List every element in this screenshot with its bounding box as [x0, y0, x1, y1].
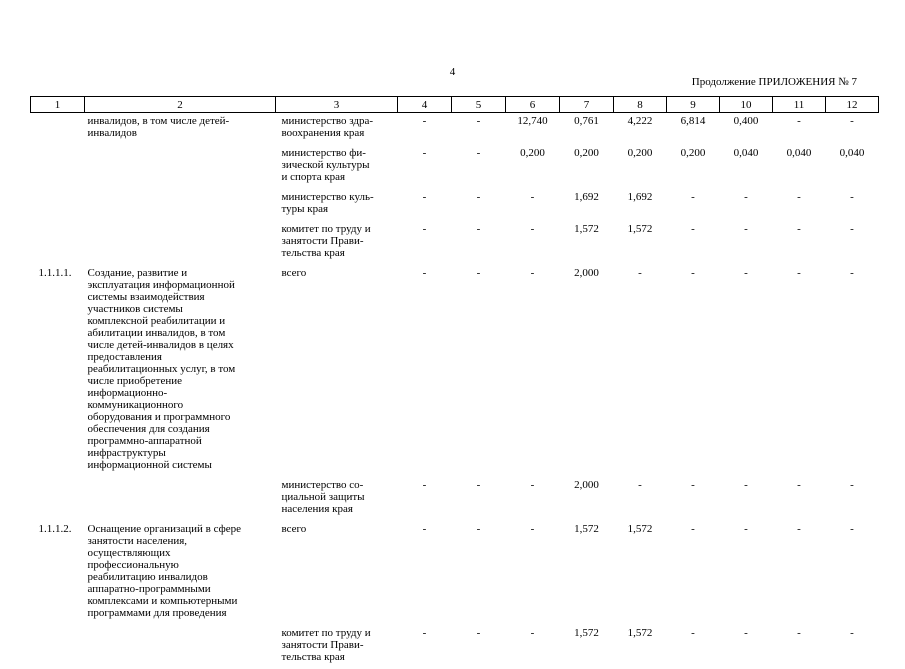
row-value: 2,000	[560, 265, 614, 477]
row-executor: всего	[276, 265, 398, 477]
table-row	[31, 477, 879, 521]
column-number: 2	[85, 97, 276, 113]
row-activity-name: инвалидов, в том числе детей- инвалидов	[85, 113, 276, 146]
row-code	[31, 113, 85, 146]
row-code	[31, 625, 85, 669]
row-executor: министерство фи- зической культуры и спорта края	[276, 145, 398, 189]
row-value: -	[720, 265, 773, 477]
row-executor: всего	[276, 521, 398, 625]
row-value: -	[826, 477, 879, 521]
column-number: 6	[506, 97, 560, 113]
row-value: -	[506, 265, 560, 477]
row-value: -	[506, 625, 560, 669]
column-number: 3	[276, 97, 398, 113]
row-value: 6,814	[667, 113, 720, 146]
row-value: -	[452, 221, 506, 265]
table-row	[31, 625, 879, 669]
row-value: -	[667, 265, 720, 477]
row-value: -	[667, 625, 720, 669]
row-value: -	[667, 189, 720, 221]
row-executor: министерство со- циальной защиты населения края	[276, 477, 398, 521]
row-value: 0,040	[826, 145, 879, 189]
row-value: -	[773, 625, 826, 669]
row-value: -	[452, 521, 506, 625]
row-code	[31, 189, 85, 221]
row-value: -	[614, 265, 667, 477]
row-value: 0,200	[667, 145, 720, 189]
row-activity-name	[85, 625, 276, 669]
table-body	[31, 113, 879, 669]
row-value: -	[720, 189, 773, 221]
column-number: 12	[826, 97, 879, 113]
row-executor: министерство здра- воохранения края	[276, 113, 398, 146]
row-value: -	[720, 221, 773, 265]
row-executor: комитет по труду и занятости Прави- тельства края	[276, 625, 398, 669]
row-activity-name	[85, 189, 276, 221]
row-value: 1,572	[560, 521, 614, 625]
row-value: -	[398, 625, 452, 669]
row-activity-name	[85, 477, 276, 521]
table-row	[31, 521, 879, 625]
row-code: 1.1.1.2.	[31, 521, 85, 625]
row-value: 1,572	[614, 521, 667, 625]
row-value: 1,692	[614, 189, 667, 221]
row-value: -	[826, 189, 879, 221]
appendix-table	[30, 96, 879, 669]
row-value: -	[398, 189, 452, 221]
row-activity-name: Оснащение организаций в сфере занятости населения, осуществляющих профессиональную реабилитацию инвалидов аппаратно-программными комплексами и компьютерными программами для проведения	[85, 521, 276, 625]
row-value: -	[773, 113, 826, 146]
row-activity-name	[85, 145, 276, 189]
row-activity-name	[85, 221, 276, 265]
row-value: -	[667, 521, 720, 625]
row-value: -	[773, 265, 826, 477]
row-value: 0,200	[560, 145, 614, 189]
column-number: 11	[773, 97, 826, 113]
row-value: -	[720, 625, 773, 669]
row-value: -	[398, 521, 452, 625]
row-value: -	[720, 477, 773, 521]
row-executor: министерство куль- туры края	[276, 189, 398, 221]
row-value: -	[826, 113, 879, 146]
row-value: 0,200	[506, 145, 560, 189]
row-value: 12,740	[506, 113, 560, 146]
row-value: -	[506, 189, 560, 221]
row-value: 0,040	[773, 145, 826, 189]
row-value: -	[773, 477, 826, 521]
row-value: 0,200	[614, 145, 667, 189]
row-value: -	[452, 113, 506, 146]
row-value: 1,692	[560, 189, 614, 221]
row-value: -	[506, 221, 560, 265]
row-value: -	[826, 521, 879, 625]
row-value: -	[826, 221, 879, 265]
row-value: -	[826, 265, 879, 477]
row-code	[31, 145, 85, 189]
column-number: 5	[452, 97, 506, 113]
row-value: -	[452, 477, 506, 521]
row-value: -	[452, 265, 506, 477]
row-value: 1,572	[560, 625, 614, 669]
row-value: -	[720, 521, 773, 625]
row-value: -	[506, 521, 560, 625]
row-value: -	[506, 477, 560, 521]
column-number: 10	[720, 97, 773, 113]
column-number: 1	[31, 97, 85, 113]
row-code	[31, 221, 85, 265]
row-value: -	[398, 477, 452, 521]
row-code	[31, 477, 85, 521]
row-value: -	[773, 189, 826, 221]
row-value: 0,761	[560, 113, 614, 146]
table-row	[31, 189, 879, 221]
table-row	[31, 221, 879, 265]
row-value: -	[667, 477, 720, 521]
column-number: 9	[667, 97, 720, 113]
row-value: -	[452, 189, 506, 221]
continuation-title: Продолжение ПРИЛОЖЕНИЯ № 7	[692, 76, 857, 88]
table-row	[31, 145, 879, 189]
column-number-row	[31, 97, 879, 113]
row-value: 0,040	[720, 145, 773, 189]
row-value: -	[398, 145, 452, 189]
page-number: 4	[0, 66, 905, 78]
row-code: 1.1.1.1.	[31, 265, 85, 477]
column-number: 4	[398, 97, 452, 113]
row-value: -	[398, 221, 452, 265]
row-value: -	[773, 521, 826, 625]
row-value: 1,572	[614, 221, 667, 265]
row-value: -	[667, 221, 720, 265]
row-value: -	[826, 625, 879, 669]
row-value: -	[614, 477, 667, 521]
row-value: -	[452, 625, 506, 669]
table-row	[31, 113, 879, 146]
row-value: 0,400	[720, 113, 773, 146]
row-value: 2,000	[560, 477, 614, 521]
row-activity-name: Создание, развитие и эксплуатация информационной системы взаимодействия участников системы комплексной реабилитации и абилитации инвалидов, в том числе детей-инвалидов в целях предоставления реабилитационных услуг, в том числе приобретение информационно- коммуникационного оборудования и программного обеспечения для создания программно-аппаратной инфраструктуры информационной системы	[85, 265, 276, 477]
row-executor: комитет по труду и занятости Прави- тельства края	[276, 221, 398, 265]
row-value: 1,572	[614, 625, 667, 669]
column-number: 8	[614, 97, 667, 113]
row-value: -	[452, 145, 506, 189]
row-value: 4,222	[614, 113, 667, 146]
row-value: -	[398, 113, 452, 146]
table-row	[31, 265, 879, 477]
row-value: 1,572	[560, 221, 614, 265]
column-number: 7	[560, 97, 614, 113]
row-value: -	[773, 221, 826, 265]
row-value: -	[398, 265, 452, 477]
